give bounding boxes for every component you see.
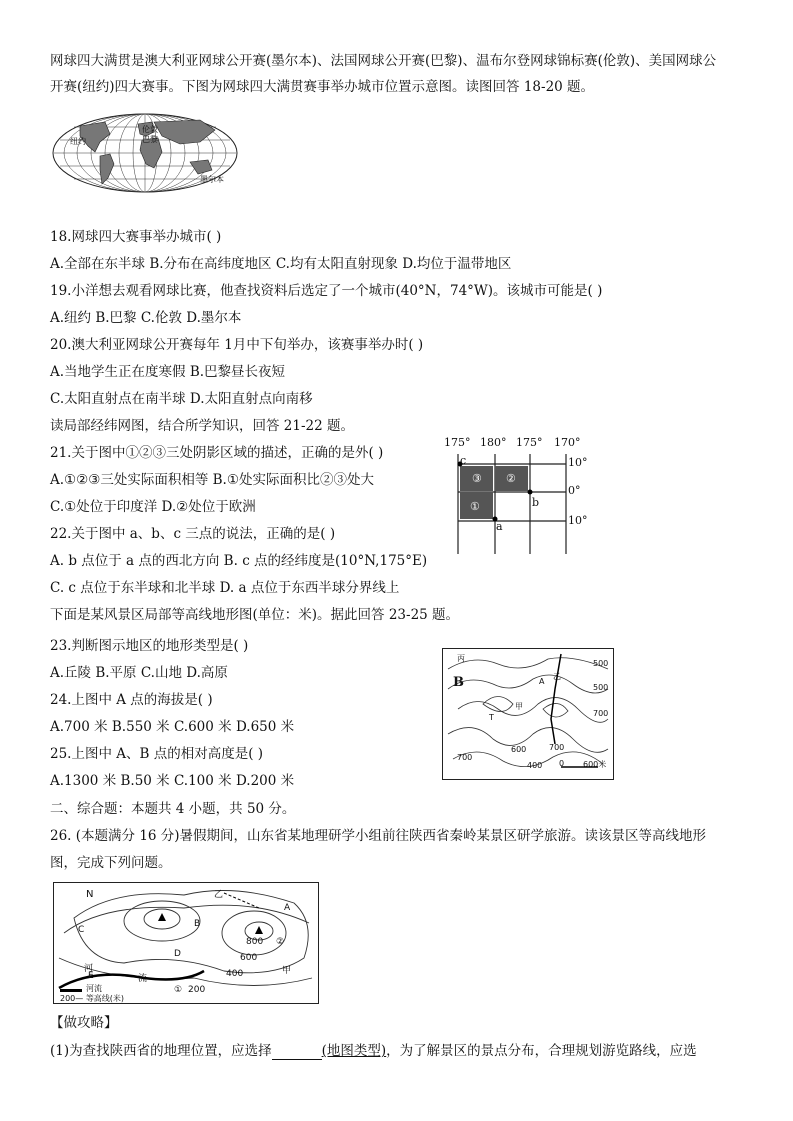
q26-1-line: [50, 1042, 697, 1060]
contour-label-700a: 700: [457, 753, 473, 762]
contour-label-A: A: [539, 677, 545, 686]
scenic-label-800: 800: [246, 937, 264, 947]
q18-stem: 18.网球四大赛事举办城市( ): [50, 229, 222, 245]
scenic-label-jia: 甲: [282, 966, 292, 976]
scenic-label-200: 200: [188, 985, 206, 995]
scenic-label-circle-1: ①: [174, 985, 183, 995]
read-instruction-21-22: 读局部经纬网图，结合所学知识，回答 21-22 题。: [50, 418, 354, 434]
grid-area-3-label: ③: [472, 472, 482, 485]
scenic-label-600: 600: [240, 953, 258, 963]
scenic-label-liu: 流: [138, 974, 148, 984]
grid-area-2-label: ②: [506, 472, 516, 485]
strategy-heading: 【做攻略】: [50, 1015, 118, 1031]
scenic-label-B: B: [194, 919, 201, 929]
q18-options: A.全部在东半球 B.分布在高纬度地区 C.均有太阳直射现象 D.均位于温带地区: [50, 256, 512, 272]
scenic-label-yi: 乙: [214, 890, 224, 900]
q22-stem: 22.关于图中 a、b、c 三点的说法，正确的是( ): [50, 526, 336, 542]
scenic-label-N: N: [86, 889, 94, 900]
scenic-legend-contour: 200— 等高线(米): [60, 994, 125, 1003]
scenic-label-D: D: [174, 949, 181, 959]
contour-label-700c: 700: [549, 743, 565, 752]
contour-label-jia: 甲: [515, 702, 523, 711]
q20-options-1: A.当地学生正在度寒假 B.巴黎昼长夜短: [50, 364, 286, 380]
grid-lat-label-3: 10°: [568, 514, 588, 527]
contour-map-figure: [442, 648, 614, 780]
q26-line-1: 26. (本题满分 16 分)暑假期间，山东省某地理研学小组前往陕西省秦岭某景区研学旅游。读该景区等高线地形: [50, 828, 707, 844]
contour-label-bing: 丙: [457, 654, 465, 663]
q23-options: A.丘陵 B.平原 C.山地 D.高原: [50, 665, 228, 681]
contour-label-yi: 乙: [553, 672, 561, 681]
grid-point-b: b: [532, 496, 540, 509]
world-map-label-newyork: 纽约: [70, 137, 86, 146]
grid-area-1-label: ①: [470, 500, 480, 513]
grid-lon-label-2: 180°: [480, 436, 507, 449]
contour-label-500a: 500: [593, 659, 609, 668]
q19-stem: 19.小洋想去观看网球比赛，他查找资料后选定了一个城市(40°N，74°W)。该城市可能是( ): [50, 283, 603, 299]
q26-1-post: ，为了解景区的景点分布，合理规划游览路线，应选: [386, 1043, 697, 1059]
q21-stem: 21.关于图中①②③三处阴影区域的描述，正确的是外( ): [50, 445, 384, 461]
contour-scale-label: 600米: [583, 760, 607, 769]
scenic-label-circle-2: ②: [276, 937, 285, 947]
q26-1-hint: (地图类型): [321, 1043, 387, 1059]
contour-label-400: 400: [527, 761, 543, 770]
q25-stem: 25.上图中 A、B 点的相对高度是( ): [50, 746, 264, 762]
contour-label-700b: 700: [593, 709, 609, 718]
scenic-label-E: E: [88, 971, 94, 981]
contour-scale-zero: 0: [559, 759, 565, 768]
grid-lat-label-2: 0°: [568, 484, 581, 497]
grid-lon-label-3: 175°: [516, 436, 543, 449]
grid-lon-label-4: 170°: [554, 436, 581, 449]
read-instruction-23-25: 下面是某风景区局部等高线地形图(单位：米)。据此回答 23-25 题。: [50, 607, 460, 623]
scenic-label-400: 400: [226, 969, 244, 979]
q23-stem: 23.判断图示地区的地形类型是( ): [50, 638, 249, 654]
contour-label-B: B: [453, 675, 464, 690]
q20-options-2: C.太阳直射点在南半球 D.太阳直射点向南移: [50, 391, 313, 407]
grid-point-c: c: [460, 454, 467, 467]
contour-label-T: T: [489, 713, 494, 722]
world-map-label-melbourne: 墨尔本: [200, 175, 224, 184]
q26-1-answer-blank[interactable]: [272, 1045, 322, 1060]
contour-label-600: 600: [511, 745, 527, 754]
scenic-label-C: C: [78, 925, 85, 935]
q26-line-2: 图，完成下列问题。: [50, 855, 172, 871]
latlong-grid-figure: [440, 432, 600, 557]
world-map-label-paris: 巴黎: [142, 135, 158, 144]
q19-options: A.纽约 B.巴黎 C.伦敦 D.墨尔本: [50, 310, 242, 326]
q21-options-1: A.①②③三处实际面积相等 B.①处实际面积比②③处大: [50, 472, 374, 488]
grid-lines: [440, 432, 600, 557]
world-map-label-london: 伦敦: [142, 125, 158, 134]
q24-options: A.700 米 B.550 米 C.600 米 D.650 米: [50, 719, 295, 735]
q22-options-1: A. b 点位于 a 点的西北方向 B. c 点的经纬度是(10°N,175°E): [50, 553, 428, 569]
grid-lon-label-1: 175°: [444, 436, 471, 449]
grid-lat-label-1: 10°: [568, 456, 588, 469]
q21-options-2: C.①处位于印度洋 D.②处位于欧洲: [50, 499, 256, 515]
q24-stem: 24.上图中 A 点的海拔是( ): [50, 692, 213, 708]
scenic-contour-map: [53, 882, 319, 1004]
scenic-legend-river: 河流: [86, 984, 102, 993]
intro-line-2: 开赛(纽约)四大赛事。下图为网球四大满贯赛事举办城市位置示意图。读图回答 18-20 题。: [50, 79, 595, 95]
q26-1-pre: (1)为查找陕西省的地理位置，应选择: [50, 1043, 272, 1059]
scenic-label-A: A: [284, 903, 291, 913]
intro-line-1: 网球四大满贯是澳大利亚网球公开赛(墨尔本)、法国网球公开赛(巴黎)、温布尔登网球锦标赛(伦敦)、美国网球公: [50, 53, 717, 69]
section-2-heading: 二、综合题：本题共 4 小题，共 50 分。: [50, 801, 296, 817]
grid-point-a: a: [496, 520, 503, 533]
q20-stem: 20.澳大利亚网球公开赛每年 1月中下旬举办，该赛事举办时( ): [50, 337, 424, 353]
q25-options: A.1300 米 B.50 米 C.100 米 D.200 米: [50, 773, 295, 789]
scenic-label-he: 河: [84, 964, 94, 974]
world-map-figure: [50, 112, 240, 194]
q22-options-2: C. c 点位于东半球和北半球 D. a 点位于东西半球分界线上: [50, 580, 400, 596]
contour-label-500b: 500: [593, 683, 609, 692]
